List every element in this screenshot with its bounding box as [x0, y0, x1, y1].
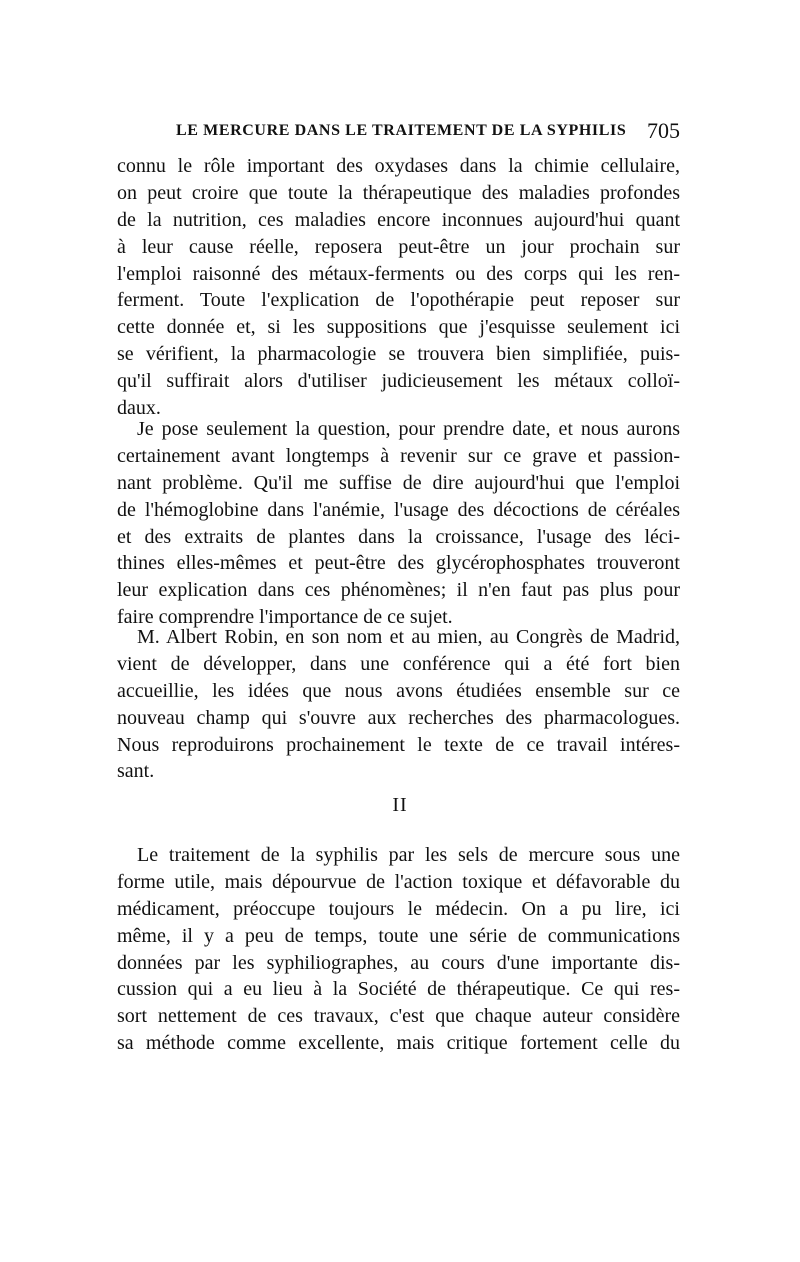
paragraph-2 — [117, 416, 680, 631]
text-line: même, il y a peu de temps, toute une série de communications — [117, 924, 680, 947]
text-line: Je pose seulement la question, pour prendre date, et nous aurons — [137, 418, 680, 440]
text-line: données par les syphiliographes, au cours d'une importante dis- — [117, 951, 680, 974]
text-line: Le traitement de la syphilis par les sels de mercure sous une — [137, 844, 680, 866]
text-line: vient de développer, dans une conférence qui a été fort bien — [117, 652, 680, 675]
text-line: sant. — [117, 760, 155, 783]
running-title: LE MERCURE DANS LE TRAITEMENT DE LA SYPHILIS — [176, 122, 627, 139]
text-line: de la nutrition, ces maladies encore inconnues aujourd'hui quant — [117, 208, 680, 231]
text-line: qu'il suffirait alors d'utiliser judicieusement les métaux colloï- — [117, 370, 680, 393]
text-line: sa méthode comme excellente, mais critique fortement celle du — [117, 1032, 680, 1055]
text-line: à leur cause réelle, reposera peut-être un jour prochain sur — [117, 235, 680, 258]
paragraph-1 — [117, 153, 680, 422]
paragraph-3 — [117, 624, 680, 785]
running-head — [176, 118, 680, 148]
text-line: thines elles-mêmes et peut-être des glycérophosphates trouveront — [117, 552, 680, 575]
text-line: nouveau champ qui s'ouvre aux recherches des pharmacologues. — [117, 706, 680, 729]
text-line: accueillie, les idées que nous avons étudiées ensemble sur ce — [117, 679, 680, 702]
text-line: et des extraits de plantes dans la croissance, l'usage des léci- — [117, 525, 680, 548]
section-paragraph — [117, 842, 680, 1057]
text-line: certainement avant longtemps à revenir sur ce grave et passion- — [117, 444, 680, 467]
text-line: sort nettement de ces travaux, c'est que chaque auteur considère — [117, 1005, 680, 1028]
text-line: connu le rôle important des oxydases dans la chimie cellulaire, — [117, 155, 680, 177]
text-line: ferment. Toute l'explication de l'opothérapie peut reposer sur — [117, 289, 680, 312]
text-line: on peut croire que toute la thérapeutique des maladies profondes — [117, 181, 680, 204]
text-line: médicament, préoccupe toujours le médecin. On a pu lire, ici — [117, 897, 680, 920]
text-line: Nous reproduirons prochainement le texte de ce travail intéres- — [117, 733, 680, 756]
text-line: nant problème. Qu'il me suffise de dire aujourd'hui que l'emploi — [117, 471, 680, 494]
text-line: cussion qui a eu lieu à la Société de thérapeutique. Ce qui res- — [117, 978, 680, 1001]
text-line: de l'hémoglobine dans l'anémie, l'usage des décoctions de céréales — [117, 498, 680, 521]
page-number: 705 — [647, 118, 680, 143]
text-line: l'emploi raisonné des métaux-ferments ou des corps qui les ren- — [117, 262, 680, 285]
text-line: leur explication dans ces phénomènes; il n'en faut pas plus pour — [117, 579, 680, 602]
text-line: se vérifient, la pharmacologie se trouvera bien simplifiée, puis- — [117, 343, 680, 366]
text-line: faire comprendre l'importance de ce sujet. — [117, 606, 453, 629]
text-line: forme utile, mais dépourvue de l'action toxique et défavorable du — [117, 870, 680, 893]
text-line: cette donnée et, si les suppositions que j'esquisse seulement ici — [117, 316, 680, 339]
text-line: daux. — [117, 397, 161, 420]
text-line: M. Albert Robin, en son nom et au mien, au Congrès de Madrid, — [137, 626, 680, 648]
section-heading: II — [392, 794, 408, 816]
